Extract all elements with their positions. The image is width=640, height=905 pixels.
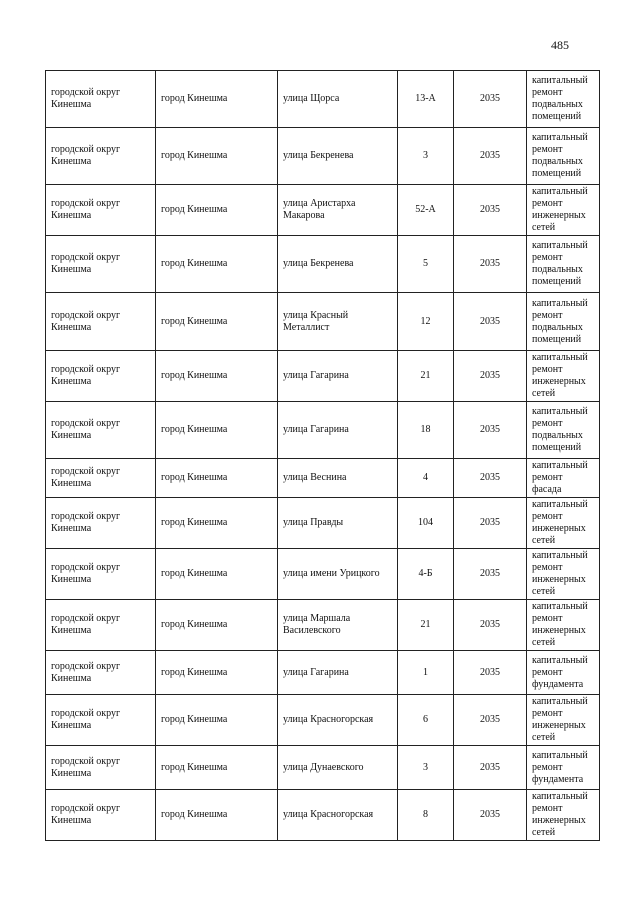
table-row bbox=[46, 498, 600, 549]
house-number-cell: 4 bbox=[398, 459, 454, 498]
street-cell: улица Гагарина bbox=[278, 351, 398, 402]
house-number-cell: 3 bbox=[398, 128, 454, 185]
work-type-cell: капитальный ремонт инженерных сетей bbox=[527, 600, 600, 651]
table-row bbox=[46, 600, 600, 651]
city-cell: город Кинешма bbox=[156, 351, 278, 402]
city-cell: город Кинешма bbox=[156, 128, 278, 185]
year-cell: 2035 bbox=[454, 651, 527, 695]
city-cell: город Кинешма bbox=[156, 695, 278, 746]
district-cell: городской округ Кинешма bbox=[46, 695, 156, 746]
street-cell: улица Щорса bbox=[278, 71, 398, 128]
work-type-cell: капитальный ремонт фасада bbox=[527, 459, 600, 498]
district-cell: городской округ Кинешма bbox=[46, 459, 156, 498]
street-cell: улица Красногорская bbox=[278, 695, 398, 746]
table-row bbox=[46, 236, 600, 293]
district-cell: городской округ Кинешма bbox=[46, 549, 156, 600]
work-type-cell: капитальный ремонт инженерных сетей bbox=[527, 351, 600, 402]
street-cell: улица имени Урицкого bbox=[278, 549, 398, 600]
city-cell: город Кинешма bbox=[156, 498, 278, 549]
house-number-cell: 1 bbox=[398, 651, 454, 695]
year-cell: 2035 bbox=[454, 402, 527, 459]
year-cell: 2035 bbox=[454, 600, 527, 651]
work-type-cell: капитальный ремонт инженерных сетей bbox=[527, 695, 600, 746]
work-type-cell: капитальный ремонт фундамента bbox=[527, 746, 600, 790]
city-cell: город Кинешма bbox=[156, 790, 278, 841]
table-row bbox=[46, 293, 600, 351]
work-type-cell: капитальный ремонт фундамента bbox=[527, 651, 600, 695]
year-cell: 2035 bbox=[454, 549, 527, 600]
work-type-cell: капитальный ремонт подвальных помещений bbox=[527, 293, 600, 351]
city-cell: город Кинешма bbox=[156, 293, 278, 351]
table-row bbox=[46, 746, 600, 790]
district-cell: городской округ Кинешма bbox=[46, 651, 156, 695]
district-cell: городской округ Кинешма bbox=[46, 600, 156, 651]
work-type-cell: капитальный ремонт подвальных помещений bbox=[527, 128, 600, 185]
district-cell: городской округ Кинешма bbox=[46, 351, 156, 402]
city-cell: город Кинешма bbox=[156, 651, 278, 695]
table-row bbox=[46, 128, 600, 185]
district-cell: городской округ Кинешма bbox=[46, 402, 156, 459]
work-type-cell: капитальный ремонт инженерных сетей bbox=[527, 185, 600, 236]
city-cell: город Кинешма bbox=[156, 459, 278, 498]
year-cell: 2035 bbox=[454, 293, 527, 351]
house-number-cell: 12 bbox=[398, 293, 454, 351]
street-cell: улица Веснина bbox=[278, 459, 398, 498]
district-cell: городской округ Кинешма bbox=[46, 498, 156, 549]
street-cell: улица Красный Металлист bbox=[278, 293, 398, 351]
table-row bbox=[46, 185, 600, 236]
house-number-cell: 4-Б bbox=[398, 549, 454, 600]
table-row bbox=[46, 71, 600, 128]
house-number-cell: 21 bbox=[398, 600, 454, 651]
house-number-cell: 104 bbox=[398, 498, 454, 549]
house-number-cell: 3 bbox=[398, 746, 454, 790]
city-cell: город Кинешма bbox=[156, 402, 278, 459]
street-cell: улица Маршала Василевского bbox=[278, 600, 398, 651]
house-number-cell: 5 bbox=[398, 236, 454, 293]
district-cell: городской округ Кинешма bbox=[46, 185, 156, 236]
city-cell: город Кинешма bbox=[156, 600, 278, 651]
table-row bbox=[46, 459, 600, 498]
repair-schedule-table bbox=[45, 70, 600, 841]
city-cell: город Кинешма bbox=[156, 71, 278, 128]
work-type-cell: капитальный ремонт подвальных помещений bbox=[527, 236, 600, 293]
year-cell: 2035 bbox=[454, 498, 527, 549]
street-cell: улица Гагарина bbox=[278, 651, 398, 695]
page-number: 485 bbox=[551, 38, 569, 52]
table-body bbox=[46, 71, 600, 841]
city-cell: город Кинешма bbox=[156, 746, 278, 790]
district-cell: городской округ Кинешма bbox=[46, 746, 156, 790]
year-cell: 2035 bbox=[454, 351, 527, 402]
district-cell: городской округ Кинешма bbox=[46, 293, 156, 351]
street-cell: улица Красногорская bbox=[278, 790, 398, 841]
year-cell: 2035 bbox=[454, 71, 527, 128]
table-row bbox=[46, 351, 600, 402]
table-row bbox=[46, 695, 600, 746]
house-number-cell: 8 bbox=[398, 790, 454, 841]
work-type-cell: капитальный ремонт подвальных помещений bbox=[527, 402, 600, 459]
street-cell: улица Аристарха Макарова bbox=[278, 185, 398, 236]
year-cell: 2035 bbox=[454, 746, 527, 790]
street-cell: улица Бекренева bbox=[278, 236, 398, 293]
district-cell: городской округ Кинешма bbox=[46, 236, 156, 293]
work-type-cell: капитальный ремонт инженерных сетей bbox=[527, 498, 600, 549]
city-cell: город Кинешма bbox=[156, 236, 278, 293]
work-type-cell: капитальный ремонт подвальных помещений bbox=[527, 71, 600, 128]
district-cell: городской округ Кинешма bbox=[46, 128, 156, 185]
year-cell: 2035 bbox=[454, 185, 527, 236]
district-cell: городской округ Кинешма bbox=[46, 790, 156, 841]
year-cell: 2035 bbox=[454, 459, 527, 498]
house-number-cell: 18 bbox=[398, 402, 454, 459]
table-row bbox=[46, 790, 600, 841]
house-number-cell: 21 bbox=[398, 351, 454, 402]
street-cell: улица Бекренева bbox=[278, 128, 398, 185]
house-number-cell: 6 bbox=[398, 695, 454, 746]
house-number-cell: 52-А bbox=[398, 185, 454, 236]
year-cell: 2035 bbox=[454, 695, 527, 746]
table-row bbox=[46, 402, 600, 459]
street-cell: улица Гагарина bbox=[278, 402, 398, 459]
table-row bbox=[46, 651, 600, 695]
district-cell: городской округ Кинешма bbox=[46, 71, 156, 128]
city-cell: город Кинешма bbox=[156, 549, 278, 600]
work-type-cell: капитальный ремонт инженерных сетей bbox=[527, 790, 600, 841]
city-cell: город Кинешма bbox=[156, 185, 278, 236]
table-row bbox=[46, 549, 600, 600]
year-cell: 2035 bbox=[454, 236, 527, 293]
street-cell: улица Правды bbox=[278, 498, 398, 549]
year-cell: 2035 bbox=[454, 128, 527, 185]
street-cell: улица Дунаевского bbox=[278, 746, 398, 790]
year-cell: 2035 bbox=[454, 790, 527, 841]
house-number-cell: 13-А bbox=[398, 71, 454, 128]
work-type-cell: капитальный ремонт инженерных сетей bbox=[527, 549, 600, 600]
